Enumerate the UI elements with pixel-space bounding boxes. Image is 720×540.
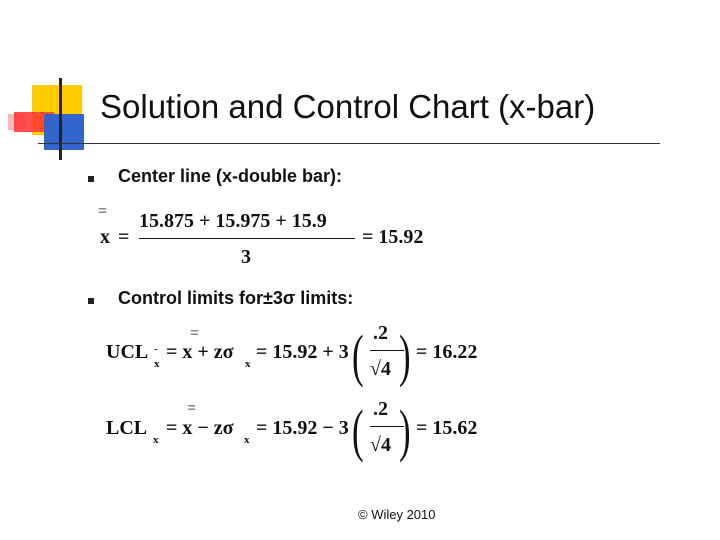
lcl-sigma-subscript: x (244, 434, 250, 446)
fraction-numerator: 15.875 + 15.975 + 15.9 (139, 210, 327, 232)
ucl-double-bar: = (190, 325, 200, 342)
logo-vertical-line (59, 78, 62, 160)
bullet-text-control-limits: Control limits for±3σ limits: (118, 288, 354, 308)
fraction-denominator: 3 (241, 246, 251, 268)
bullet-text-center-line: Center line (x-double bar): (118, 166, 343, 186)
ucl-substitution: = 15.92 + 3 (256, 341, 349, 363)
equals-sign: = (118, 226, 130, 248)
ucl-sub-bar: - (154, 343, 158, 355)
logo-blue-square (44, 114, 84, 150)
slide-title: Solution and Control Chart (x-bar) (100, 88, 596, 125)
x-variable: x (100, 226, 110, 248)
ucl-fraction-numerator: .2 (373, 322, 388, 344)
lcl-left-paren: ( (352, 398, 364, 463)
lcl-fraction-denominator: √4 (370, 434, 391, 456)
lcl-subscript: x (153, 434, 159, 446)
ucl-fraction-denominator: √4 (370, 358, 391, 380)
double-bar-symbol: = (98, 203, 108, 220)
lcl-right-paren: ) (399, 398, 411, 463)
lcl-double-bar: = (187, 400, 197, 417)
lcl-formula: = x − zσ (166, 417, 234, 439)
ucl-label: UCL (106, 341, 149, 363)
ucl-formula: = x + zσ (166, 341, 234, 363)
fraction-bar (139, 238, 355, 239)
ucl-subscript: x (154, 358, 160, 370)
copyright-footer: © Wiley 2010 (358, 507, 436, 522)
bullet-marker-2 (88, 298, 94, 304)
ucl-right-paren: ) (399, 323, 411, 388)
lcl-result: = 15.62 (416, 417, 478, 439)
title-underline (38, 143, 660, 144)
ucl-result: = 16.22 (416, 341, 478, 363)
ucl-left-paren: ( (352, 323, 364, 388)
bullet-marker-1 (88, 176, 94, 182)
lcl-fraction-numerator: .2 (373, 398, 388, 420)
center-line-result: = 15.92 (362, 226, 424, 248)
ucl-sigma-subscript: x (245, 358, 251, 370)
lcl-substitution: = 15.92 − 3 (256, 417, 349, 439)
lcl-label: LCL (106, 417, 148, 439)
